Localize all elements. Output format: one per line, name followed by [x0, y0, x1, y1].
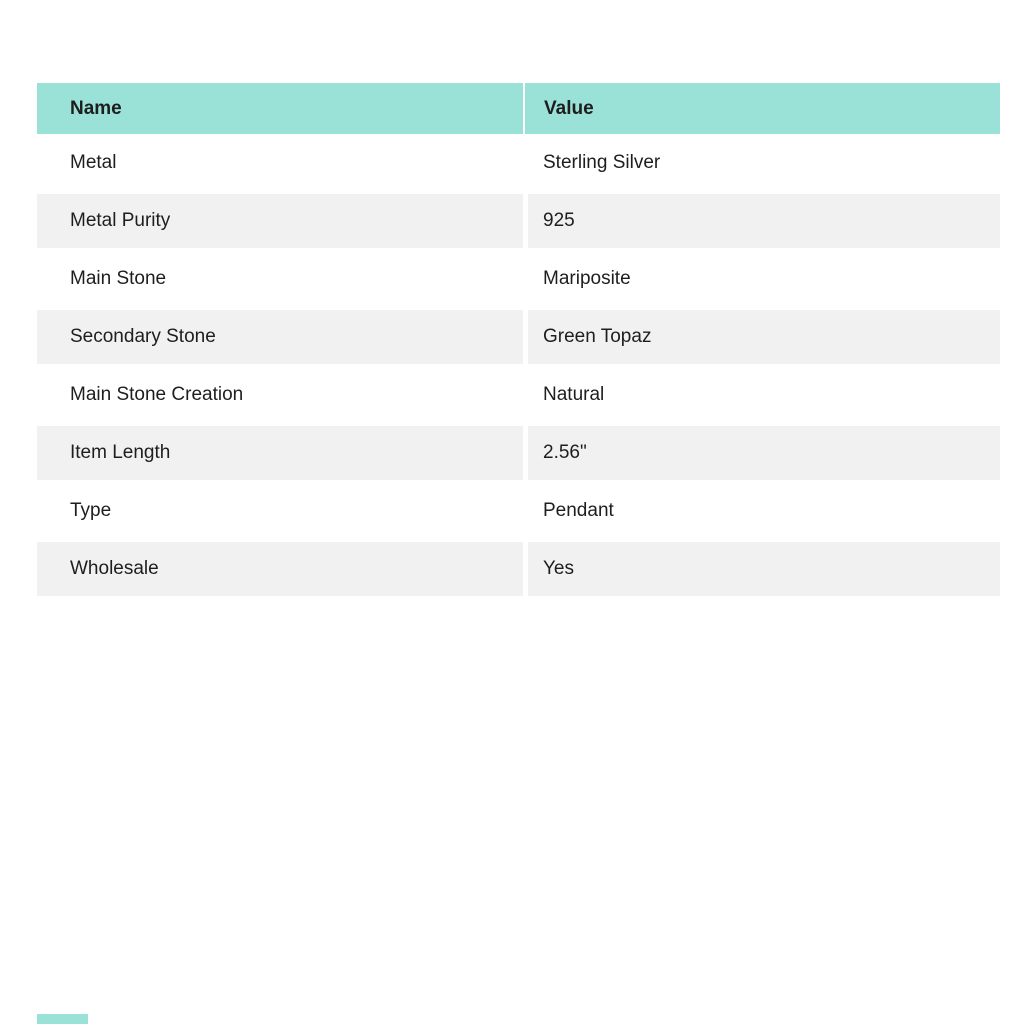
next-table-header-peek	[37, 1014, 88, 1024]
spec-value-cell: Yes	[523, 540, 1000, 598]
spec-value-cell: 2.56"	[523, 424, 1000, 482]
column-header-name: Name	[37, 83, 523, 134]
table-row	[37, 366, 1000, 424]
spec-name-cell: Metal Purity	[37, 192, 523, 250]
spec-value-cell: Sterling Silver	[523, 134, 1000, 192]
table-row	[37, 192, 1000, 250]
spec-value-cell: Green Topaz	[523, 308, 1000, 366]
spec-name-cell: Type	[37, 482, 523, 540]
spec-value-cell: Natural	[523, 366, 1000, 424]
table-row	[37, 134, 1000, 192]
table-row	[37, 250, 1000, 308]
column-header-value: Value	[523, 83, 1000, 134]
spec-name-cell: Item Length	[37, 424, 523, 482]
table-row	[37, 482, 1000, 540]
item-specifics-table	[37, 83, 1000, 598]
spec-name-cell: Main Stone Creation	[37, 366, 523, 424]
spec-value-cell: Pendant	[523, 482, 1000, 540]
spec-name-cell: Main Stone	[37, 250, 523, 308]
table-row	[37, 308, 1000, 366]
spec-name-cell: Wholesale	[37, 540, 523, 598]
spec-value-cell: 925	[523, 192, 1000, 250]
table-header-row	[37, 83, 1000, 134]
table-row	[37, 424, 1000, 482]
spec-value-cell: Mariposite	[523, 250, 1000, 308]
spec-name-cell: Secondary Stone	[37, 308, 523, 366]
spec-name-cell: Metal	[37, 134, 523, 192]
table-row	[37, 540, 1000, 598]
